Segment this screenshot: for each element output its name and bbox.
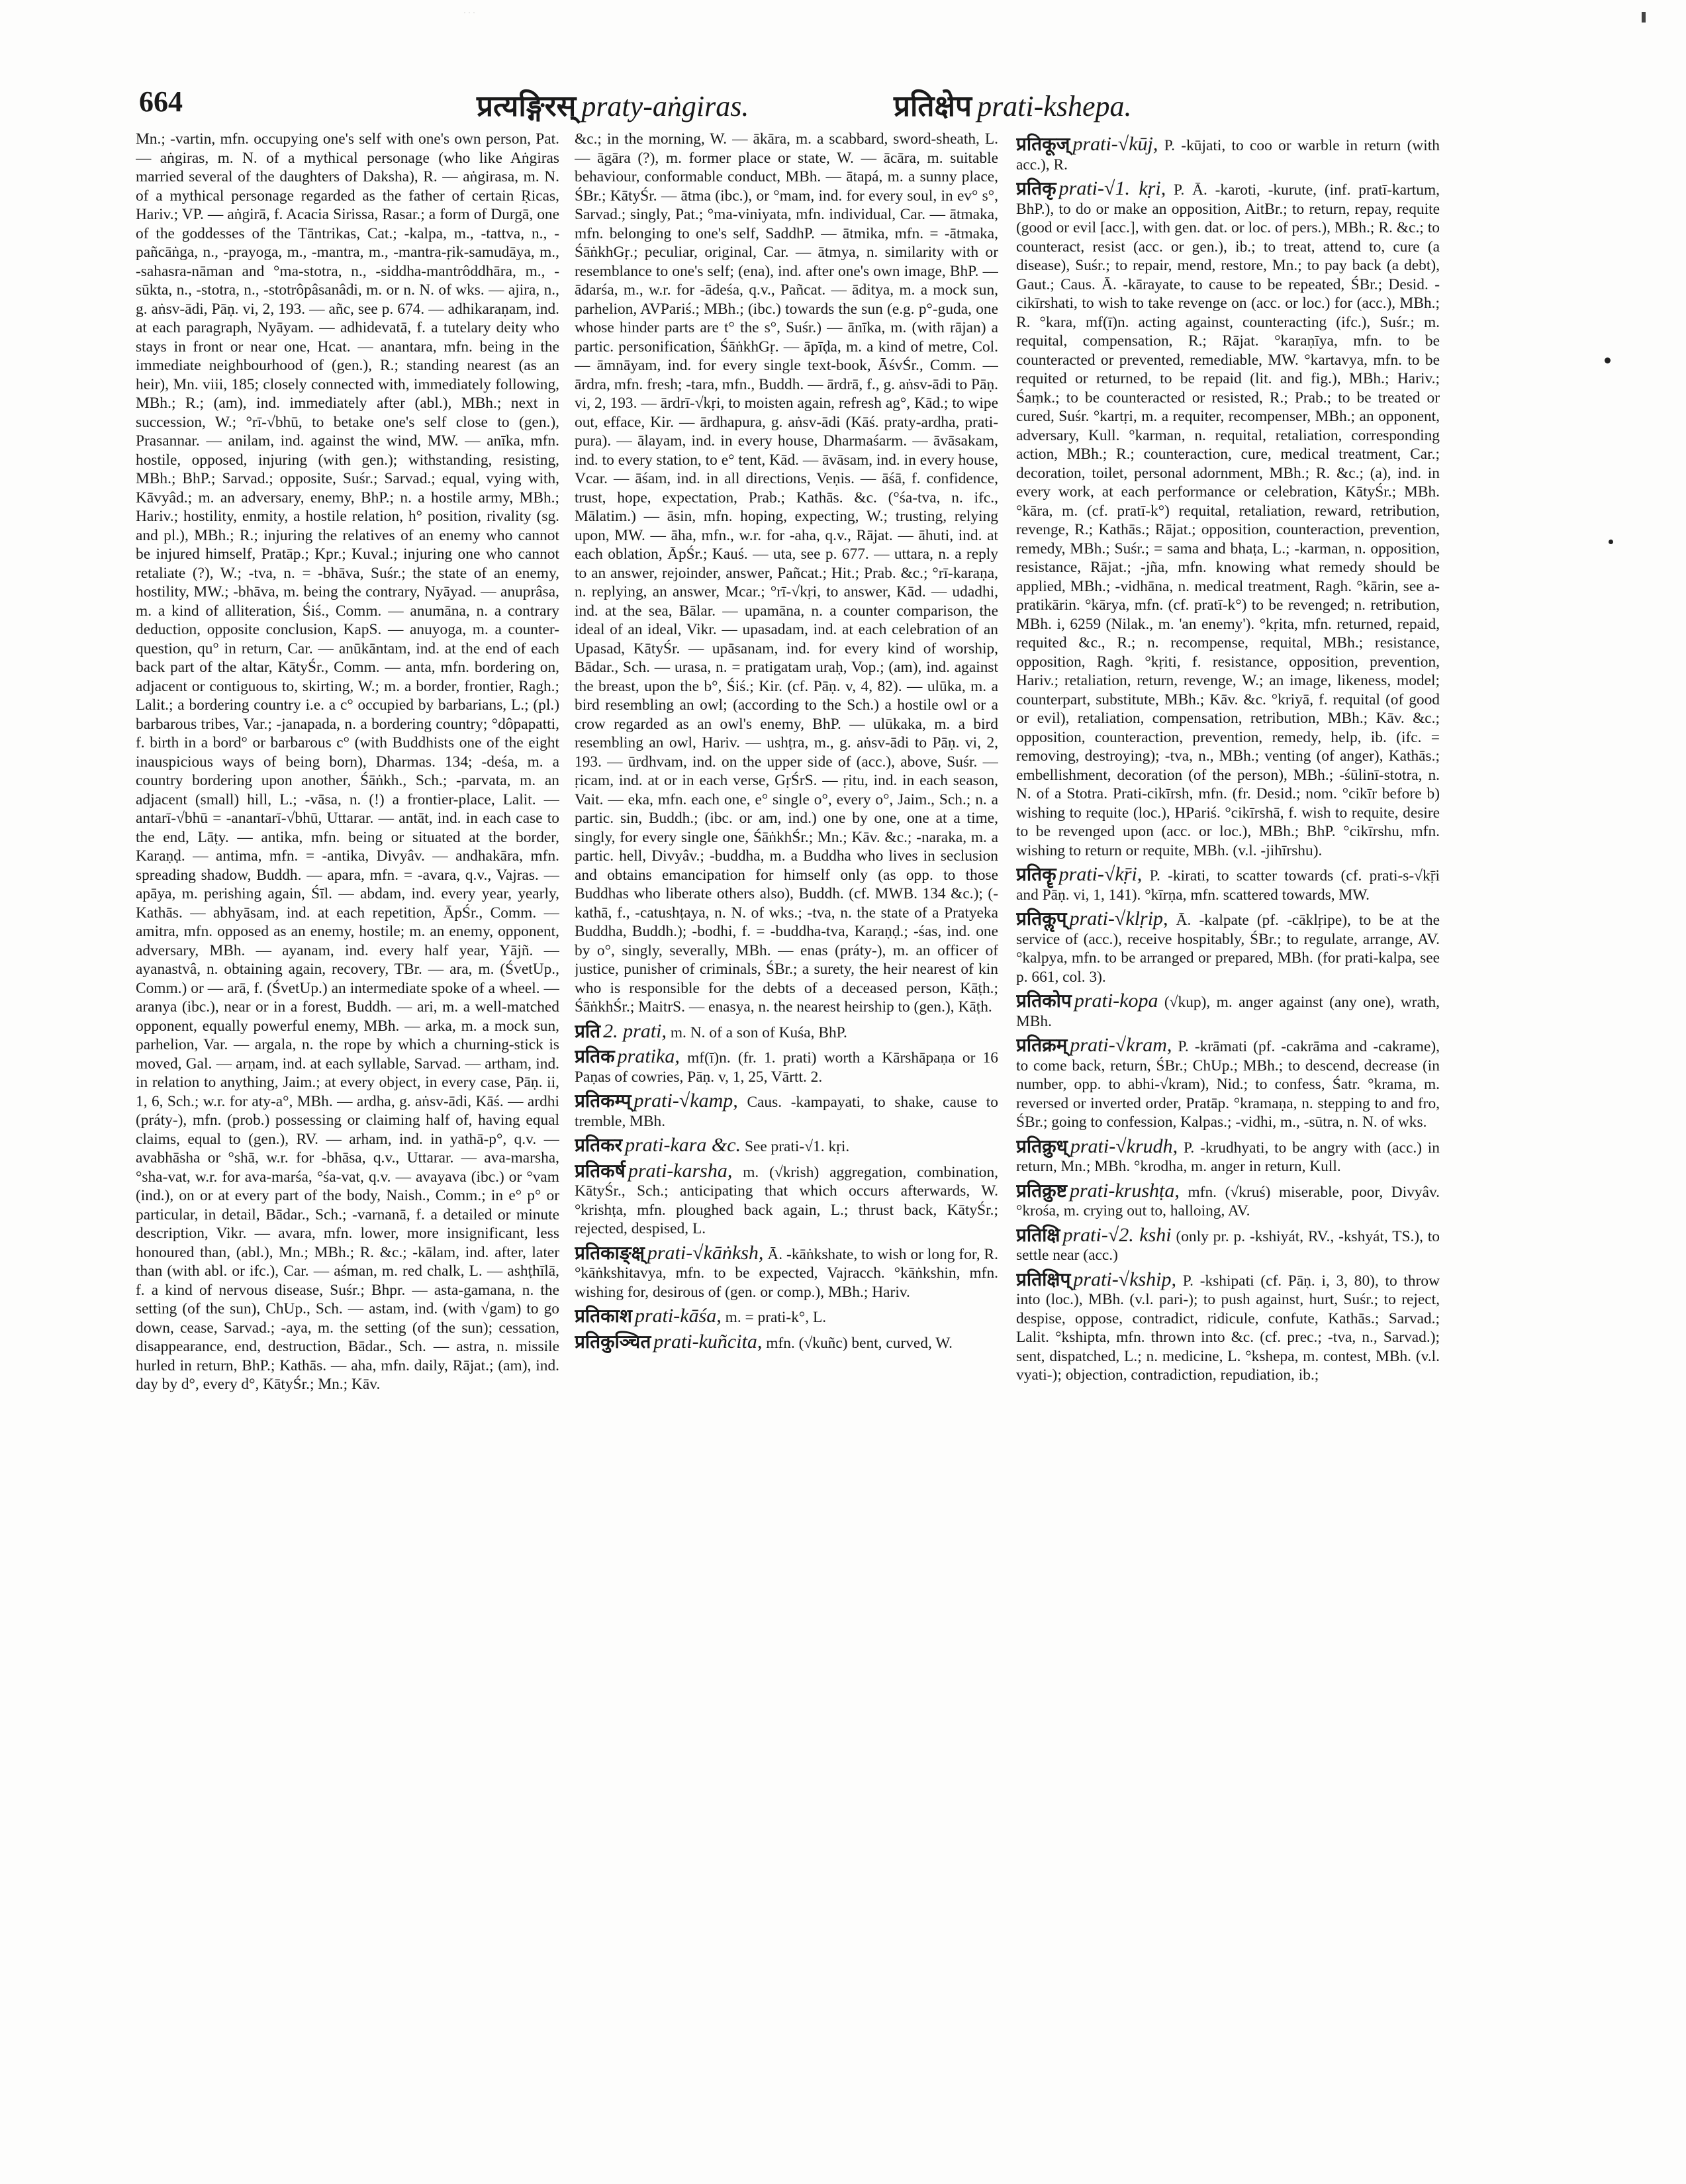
dictionary-entry: [1016, 910, 1440, 986]
entry-headword: [575, 1134, 741, 1156]
entry-transliteration: pratika,: [617, 1045, 680, 1067]
dictionary-entry: [1016, 1270, 1440, 1385]
entry-transliteration: prati-√kāṅksh,: [647, 1241, 764, 1264]
entry-headword: [575, 1242, 763, 1264]
scan-speck: [1609, 540, 1613, 544]
entry-definition: P. Ā. -karoti, -kurute, (inf. pratī-kartum, BhP.), to do or make an opposition, AitBr.; to return, repay, requite (good or evil [acc.], with gen. dat. or loc. of pers.), MBh.; R. &c.; to counteract, resist (acc. or gen.), ib.; to treat, attend to, cure (a disease), Suśr.; to repair, mend, restore, Mn.; to pay back (a debt), Gaut.; Caus. Ā. -kārayate, to cause to be repeated, ŚBr.; Desid. -cikīrshati, to wish to take revenge on (acc. or loc.) for (acc.), MBh.; R. °kara, mf(ī)n. acting against, counteracting (ifc.), Suśr.; m. requital, compensation, R.; Rājat. °karaṇīya, mfn. to be counteracted or prevented, remediable, MW. °kartavya, mfn. to be requited or returned, to be repaid (lit. and fig.), MBh.; Hariv.; Śaṃk.; to be counteracted or resisted, R.; Prab.; to be treated or cured, Suśr. °kartṛi, m. a requiter, recompenser, MBh.; an opponent, adversary, Kull. °karman, n. requital, retaliation, corresponding action, MBh.; R.; counteraction, cure, medical treatment, Car.; decoration, toilet, personal adornment, MBh.; R. &c.; (a), ind. in every work, at each performance or celebration, KātyŚr.; MBh. °kāra, m. (cf. pratī-k°) requital, retaliation, reward, retribution, revenge, R.; Kathās.; Rājat.; opposition, counteraction, prevention, remedy, MBh.; Suśr.; = sama and bhaṭa, L.; -karman, n. opposition, resistance, Rājat.; -jña, mfn. knowing what remedy should be applied, MBh.; -vidhāna, n. medical treatment, Ragh. °kārin, see a-pratikārin. °kārya, mfn. (cf. pratī-k°) to be revenged; n. retribution, MBh. i, 6259 (Nilak., m. 'an enemy'). °kṛita, mfn. returned, repaid, requited &c., R.; n. recompense, requital, MBh.; resistance, opposition, Ragh. °kṛiti, f. resistance, opposition, prevention, Hariv.; retaliation, return, revenge, W.; an image, likeness, model; counterpart, substitute, MBh.; Kāv. &c. °kriyā, f. requital (of good or evil), retaliation, compensation, retribution, MBh.; Kāv. &c.; opposition, counteraction, prevention, remedy, help, ib. (ifc. = removing, destroying); -tva, n., MBh.; venting (of anger), Kathās.; embellishment, decoration (of the person), MBh.; -śūlinī-stotra, n. N. of a Stotra. Prati-cikīrsh, mfn. (fr. Desid.; nom. °cikīr before b) wishing to requite (loc.), HPariś. °cikīrshā, f. wish to requite, desire to be revenged upon (acc. or loc.), MBh.; BhP. °cikīrshu, mfn. wishing to return or requite, MBh. (v.l. -jihīrshu).: [1016, 181, 1440, 859]
dictionary-column-3: [1016, 130, 1440, 2156]
dictionary-column-1: [136, 130, 559, 2156]
entry-definition: P. -kūjati, to coo or warble in return (with acc.), R.: [1016, 137, 1440, 173]
entry-transliteration: prati-kuñcita,: [653, 1330, 763, 1353]
entry-devanagari: प्रतिकोप: [1016, 990, 1072, 1012]
entry-headword: [1016, 1268, 1176, 1290]
entry-devanagari: प्रतिकॄ: [1016, 863, 1056, 885]
entry-transliteration: 2. prati,: [603, 1020, 667, 1042]
entry-transliteration: prati-√kram,: [1070, 1034, 1172, 1056]
scan-speck: [1605, 357, 1611, 363]
dictionary-entry: [1016, 1179, 1440, 1221]
entry-headword: [575, 1305, 722, 1327]
entry-continuation: Mn.; -vartin, mfn. occupying one's self with one's own person, Pat. — aṅgiras, m. N. of a mythical personage (who like Aṅgiras married several of the daughters of Daksha), R. — aṅgirasa, m. N. of a mythical personage regarded as the father of certain Ṛicas, Hariv.; VP. — aṅgirā, f. Acacia Sirissa, Rasar.; a form of Durgā, one of the goddesses of the Tāntrikas, Cat.; -kalpa, m., -tattva, n., -pañcāṅga, n., -prayoga, m., -mantra, m., -mantra-ṛik-samudāya, m., -sahasra-nāman and °ma-stotra, n., -siddha-mantrôddhāra, m., -sūkta, n., -stotra, n., -stotrôpâsanâdi, m. or n. N. of wks. — ajira, n., g. aṅsv-ādi, Pāṇ. vi, 2, 193. — añc, see p. 674. — adhikaraṇam, ind. at each paragraph, Nyāyam. — adhidevatā, f. a tutelary deity who stays in front or near one, Hcat. — anantara, mfn. being in the immediate neighbourhood of (gen.), R.; standing nearest (as an heir), Mn. viii, 185; closely connected with, immediately following, MBh.; R.; (am), ind. immediately after (abl.), MBh.; next in succession, W.; °rī-√bhū, to betake one's self close to (gen.), Prasannar. — anilam, ind. against the wind, MW. — anīka, mfn. hostile, opposed, injuring (with gen.); withstanding, resisting, MBh.; BhP.; Sarvad.; opposite, Suśr.; Sarvad.; equal, vying with, Kāvyâd.; m. an adversary, enemy, BhP.; n. a hostile army, MBh.; Hariv.; hostility, enmity, a hostile relation, h° position, rivality (sg. and pl.), MBh.; R.; injuring the relatives of an enemy who cannot be injured himself, Pratāp.; Kpr.; Kuval.; injuring one who cannot retaliate (?), W.; -tva, n. = -bhāva, Suśr.; the state of an enemy, hostility, MW.; -bhāva, m. being the contrary, Nyāyad. — anuprâsa, m. a kind of alliteration, Śiś., Comm. — anumāna, n. a contrary deduction, opposite conclusion, KapS. — anuyoga, m. a counter-question, qu° in return, Car. — anūkāntam, ind. at the end of each back part of the altar, KātyŚr., Comm. — anta, mfn. bordering on, adjacent or contiguous to, skirting, W.; m. a border, frontier, Ragh.; Lalit.; a bordering country i.e. a c° occupied by barbarians, L.; (pl.) barbarous tribes, Var.; -janapada, n. a bordering country; °dôpapatti, f. birth in a bord° or barbarous c° (with Buddhists one of the eight inauspicious ways of being born), Dharmas. 134; -deśa, m. a country bordering upon another, Śāṅkh., Sch.; -parvata, m. an adjacent (small) hill, L.; -vāsa, n. (!) a frontier-place, Lalit. — antarī-√bhū = -anantarī-√bhū, Uttarar. — antāt, ind. in each case to the end, Lāṭy. — antika, mfn. being or situated at the border, Karaṇḍ. — antima, mfn. = -antika, Divyâv. — andhakāra, mfn. spreading shadow, Buddh. — apara, mfn. = -avara, q.v., Vajras. — apāya, m. perishing again, Śīl. — abdam, ind. every year, yearly, Kathās. — abhyāsam, ind. at each repetition, ĀpŚr., Comm. — amitra, mfn. opposed as an enemy, hostile; m. an enemy, opponent, adversary, MBh. — ayanam, ind. every half year, Yājñ. — ayanastvâ, n. obtaining again, recovery, TBr. — ara, m. (ŚvetUp., Comm.) or — arā, f. (ŚvetUp.) an intermediate spoke of a wheel. — aranya (ibc.), near or in a forest, Buddh. — ari, m. a well-matched opponent, equally powerful enemy, MBh. — arka, m. a mock sun, parhelion, Var. — argala, n. the rope by which a churning-stick is moved, Gal. — arṇam, ind. at each syllable, Sarvad. — artham, ind. in relation to anything, Jaim.; at every object, in every case, Pāṇ. ii, 1, 6, Sch.; w.r. for aty-a°, MBh. — ardha, g. aṅsv-ādi, Kāś. — ardhi (práty-), mfn. (prob.) possessing or claiming half of, having equal claims, equal to (gen.), RV. — arham, ind. in yathā-p°, q.v. — avabhāsha or °shā, w.r. for -bhāsa, q.v., Uttarar. — ava-marsha, °sha-vat, w.r. for ava-marśa, °śa-vat, q.v. — avayava (ibc.) or °vam (ind.), on or at every part of the body, Naish., Comm.; in e° p° or particular, in detail, Bādar., Sch.; -varnanā, f. a detailed or minute description, Vikr. — avara, mfn. lower, more insignificant, less honoured than, (abl.), Mn.; MBh.; R. &c.; -kālam, ind. after, later than (with abl. or ifc.), Car. — aśman, m. red chalk, L. — ashṭhīlā, f. a kind of nervous disease, Suśr.; Bhpr. — asta-gamana, n. the setting (of the sun), ChUp., Sch. — astam, ind. (with √gam) to go down, cease, Sarvad.; -aya, m. the setting (of the sun); cessation, disappearance, end, destruction, Bādar., Sch. — astra, n. missile hurled in return, BhP.; Kathās. — aha, mfn. daily, Rājat.; (am), ind. day by d°, every d°, KātyŚr.; Mn.; Kāv.: [136, 130, 559, 1393]
entry-transliteration: prati-√1. kṛi,: [1058, 177, 1166, 199]
entry-definition: mfn. (√kuñc) bent, curved, W.: [762, 1334, 953, 1352]
running-head-left-devanagari: प्रत्यङ्गिरस्: [477, 89, 577, 123]
running-head-left: [477, 85, 749, 124]
entry-devanagari: प्रतिकाङ्क्ष्: [575, 1241, 645, 1264]
entry-continuation: &c.; in the morning, W. — ākāra, m. a scabbard, sword-sheath, L. — āgāra (?), m. former place or state, W. — ācāra, m. suitable behaviour, conformable conduct, MBh. — ātapá, m. a sunny place, ŚBr.; KātyŚr. — ātma (ibc.), or °mam, ind. for every soul, in ev° s°, Sarvad.; singly, Pat.; °ma-viniyata, mfn. individual, Car. — ātmaka, mfn. belonging to one's self, SaddhP. — ātmika, mfn. = -ātmaka, ŚāṅkhGṛ.; peculiar, original, Car. — ātmya, n. similarity with or resemblance to one's self; (ena), ind. after one's own image, BhP. — ādarśa, m., w.r. for -ādeśa, q.v., Pañcat. — āditya, m. a mock sun, parhelion, AVPariś.; MBh.; (ibc.) towards the sun (e.g. p°-guda, one whose hinder parts are t° the s°, Suśr.) — ānīka, m. (with rājan) a partic. personification, ŚāṅkhGṛ. — āpīḍa, m. a kind of metre, Col. — āmnāyam, ind. for every single text-book, ĀśvŚr., Comm. — ārdra, mfn. fresh; -tara, mfn., Buddh. — ārdrā, f., g. aṅsv-ādi to Pāṇ. vi, 2, 193. — ārdrī-√kṛi, to moisten again, refresh ag°, Kād.; to wipe out, efface, Kir. — ārdhapura, g. aṅsv-ādi (Kāś. praty-ardha, prati-pura). — ālayam, ind. in every house, Dharmaśarm. — āvāsakam, ind. to every station, to e° tent, Kād. — āvāsam, ind. in every house, Vcar. — āśam, ind. in all directions, Veṇis. — āśā, f. confidence, trust, hope, expectation, Prab.; Kathās. &c. (°śa-tva, n. ifc., Mālatim.) — āsin, mfn. hoping, expecting, W.; trusting, relying upon, MW. — āha, mfn., w.r. for -aha, q.v., Rājat. — āhuti, ind. at each oblation, ĀpŚr.; Kauś. — uta, see p. 677. — uttara, n. a reply to an answer, rejoinder, answer, Pañcat.; Hit.; Prab. &c.; °rī-karaṇa, n. replying, an answer, Mcar.; °rī-√kṛi, to answer, Kād. — udadhi, ind. at the sea, Bālar. — upamāna, n. a counter comparison, the ideal of an ideal, Vikr. — upasadam, ind. at each celebration of an Upasad, KātyŚr. — upāsanam, ind. for every kind of worship, Bādar., Sch. — urasa, n. = pratigatam uraḥ, Vop.; (am), ind. against the breast, upon the b°, Śiś.; Kir. (cf. Pāṇ. v, 4, 82). — ulūka, m. a bird resembling an owl; (according to the Sch.) a hostile owl or a crow regarded as an owl's enemy, BhP. — ulūkaka, m. a bird resembling an owl, Hariv. — ushṭra, m., g. aṅsv-ādi to Pāṇ. vi, 2, 193. — ūrdhvam, ind. on the upper side of (acc.), above, Suśr. — ṛicam, ind. at or in each verse, GṛŚrS. — ṛitu, ind. in each season, Vait. — eka, mfn. each one, e° single o°, every o°, Jaim., Sch.; n. a partic. sin, Buddh.; (ibc. or am, ind.) one by one, one at a time, singly, for every single one, ŚāṅkhŚr.; Mn.; Kāv. &c.; -naraka, m. a partic. hell, Divyâv.; -buddha, m. a Buddha who lives in seclusion and obtains emancipation for himself only (as opp. to those Buddhas who liberate others also), Buddh. (cf. MWB. 134 &c.); (-kathā, f., -catushṭaya, n. N. of wks.; -tva, n. the state of a Pratyeka Buddha, Buddh.); -bodhi, f. = -buddha-tva, Karaṇḍ.; -śas, ind. one by o°, singly, severally, MBh. — enas (práty-), m. an officer of justice, punisher of criminals, ŚBr.; a surety, the heir nearest of kin who is responsible for the debts of a deceased person, Kāṭh.; ŚāṅkhŚr.; MaitrS. — enasya, n. the nearest heirship to (gen.), Kāṭh.: [575, 130, 998, 1016]
entry-devanagari: प्रतिक्रम्: [1016, 1034, 1068, 1056]
entry-devanagari: प्रतिकूज्: [1016, 133, 1070, 155]
page-number: 664: [139, 85, 183, 118]
running-head-left-translit: praty-aṅgiras.: [581, 90, 749, 122]
running-head-right-devanagari: प्रतिक्षेप: [894, 89, 972, 123]
entry-definition: mfn. (√kruś) miserable, poor, Divyâv. °krośa, m. crying out to, halloing, AV.: [1016, 1183, 1440, 1219]
entry-definition: (only pr. p. -kshiyát, RV., -kshyát, TS.), to settle near (acc.): [1016, 1227, 1440, 1264]
entry-transliteration: prati-√kamp,: [633, 1090, 738, 1112]
entry-devanagari: प्रतिक: [575, 1045, 615, 1067]
dictionary-entry: [1016, 1036, 1440, 1132]
running-head-right-translit: prati-kshepa.: [977, 90, 1132, 122]
entry-transliteration: prati-kāśa,: [634, 1305, 722, 1327]
entry-devanagari: प्रतिकॢप्: [1016, 908, 1067, 929]
entry-definition: P. -kirati, to scatter towards (cf. prati-s-√kṝi and Pāṇ. vi, 1, 141). °kīrṇa, mfn. scattered towards, MW.: [1016, 867, 1440, 904]
entry-definition: P. -krāmati (pf. -cakrāma and -cakrame), to come back, return, ŚBr.; ChUp.; MBh.; to descend, decrease (in number, opp. to abhi-√kram), Nid.; to confess, Śatr. °krama, m. reversed or inverted order, Pratāp. °kramaṇa, n. stepping to and fro, ŚBr.; going to confession, Kalpas.; -vidhi, m., -sūtra, n. N. of wks.: [1016, 1038, 1440, 1131]
entry-headword: [1016, 990, 1158, 1012]
entry-definition: mf(ī)n. (fr. 1. prati) worth a Kārshāpaṇa or 16 Paṇas of cowries, Pāṇ. v, 1, 25, Vārtt. 2.: [575, 1049, 998, 1086]
entry-transliteration: prati-kara &c.: [625, 1134, 741, 1156]
dictionary-entry: [1016, 179, 1440, 860]
dictionary-entry: [575, 1047, 998, 1086]
entry-headword: [575, 1020, 667, 1042]
dictionary-entry: [1016, 1137, 1440, 1176]
entry-devanagari: प्रतिक्रुष्ट: [1016, 1179, 1068, 1202]
entry-headword: [1016, 1180, 1180, 1202]
dictionary-entry: [1016, 135, 1440, 174]
entry-definition: m. N. of a son of Kuśa, BhP.: [667, 1023, 847, 1041]
entry-definition: P. -kshipati (cf. Pāṇ. i, 3, 80), to throw into (loc.), MBh. (v.l. pari-); to push against, hurt, Suśr.; to reject, despise, oppose, contradict, ridicule, confute, Kathās.; Sarvad.; Lalit. °kshipta, mfn. thrown into &c. (cf. prec.; -tva, n., Sarvad.); sent, dispatched, L.; n. medicine, L. °kshepa, m. contest, MBh. (v.l. vyati-); objection, contradiction, repudiation, ib.;: [1016, 1272, 1440, 1384]
entry-definition: P. -krudhyati, to be angry with (acc.) in return, Mn.; MBh. °krodha, m. anger in return, Kull.: [1016, 1139, 1440, 1175]
entry-headword: [1016, 177, 1166, 199]
entry-transliteration: prati-√klṛip,: [1069, 908, 1168, 929]
page-header: [139, 85, 1516, 124]
entry-devanagari: प्रतिकाश: [575, 1305, 632, 1327]
entry-definition: m. (√krish) aggregation, combination, KātyŚr., Sch.; anticipating that which occurs afterwards, W. °krishṭa, mfn. ploughed back again, L.; thrust back, KātyŚr.; rejected, despised, L.: [575, 1163, 998, 1237]
entry-transliteration: prati-kopa: [1074, 990, 1158, 1012]
entry-definition: Ā. -kāṅkshate, to wish or long for, R. °kāṅkshitavya, mfn. to be expected, Vajracch. °kāṅkshin, mfn. wishing for, desirous of (gen. or comp.), MBh.; Hariv.: [575, 1245, 998, 1301]
dictionary-entry: [575, 1136, 998, 1157]
entry-definition: m. = prati-k°, L.: [721, 1309, 827, 1326]
scan-noise: · · ·: [463, 8, 475, 17]
entry-headword: [1016, 1135, 1178, 1157]
entry-headword: [1016, 1224, 1172, 1246]
entry-transliteration: prati-√2. kshi: [1062, 1223, 1172, 1246]
entry-headword: [575, 1160, 732, 1182]
entry-headword: [1016, 133, 1158, 155]
dictionary-entry: [575, 1241, 998, 1302]
dictionary-entry: [575, 1159, 998, 1239]
entry-definition: Caus. -kampayati, to shake, cause to tremble, MBh.: [575, 1094, 998, 1130]
entry-headword: [1016, 908, 1168, 929]
scan-corner-mark: [1642, 12, 1646, 23]
dictionary-entry: [575, 1022, 998, 1043]
running-head-right: [894, 85, 1131, 124]
entry-headword: [1016, 1034, 1172, 1056]
entry-headword: [1016, 863, 1142, 885]
entry-devanagari: प्रतिक्रुध्: [1016, 1135, 1068, 1157]
entry-definition: See prati-√1. kṛi.: [741, 1138, 850, 1155]
entry-devanagari: प्रतिकम्प्: [575, 1090, 632, 1112]
entry-transliteration: prati-√kṝi,: [1058, 863, 1143, 885]
dictionary-entry: [1016, 1223, 1440, 1265]
entry-devanagari: प्रतिकर: [575, 1134, 623, 1156]
entry-transliteration: prati-krushṭa,: [1070, 1179, 1180, 1202]
dictionary-entry: [575, 1307, 998, 1327]
entry-transliteration: prati-√kūj,: [1072, 133, 1158, 155]
dictionary-entry: [1016, 992, 1440, 1031]
entry-transliteration: prati-√kship,: [1073, 1268, 1177, 1290]
dictionary-entry: [575, 1330, 998, 1353]
entry-devanagari: प्रतिक्षिप्: [1016, 1268, 1071, 1290]
entry-transliteration: prati-karsha,: [628, 1159, 733, 1182]
entry-headword: [575, 1090, 738, 1112]
entry-transliteration: prati-√krudh,: [1070, 1135, 1178, 1157]
dictionary-entry: [1016, 865, 1440, 904]
entry-headword: [575, 1331, 762, 1353]
dictionary-entry: [575, 1092, 998, 1131]
dictionary-column-2: [575, 130, 998, 2156]
entry-devanagari: प्रतिक्षि: [1016, 1223, 1060, 1246]
entry-headword: [575, 1045, 680, 1067]
entry-definition: Ā. -kalpate (pf. -cāklṛipe), to be at the service of (acc.), receive hospitably, ŚBr.; to regulate, arrange, AV. °kalpya, mfn. to be arranged or prepared, MBh. (for prati-kalpa, see p. 661, col. 3).: [1016, 912, 1440, 986]
entry-devanagari: प्रतिकृ: [1016, 177, 1056, 199]
entry-definition: (√kup), m. anger against (any one), wrath, MBh.: [1016, 994, 1440, 1030]
entry-devanagari: प्रतिकुञ्चित: [575, 1330, 651, 1353]
entry-devanagari: प्रति: [575, 1020, 601, 1042]
entry-devanagari: प्रतिकर्ष: [575, 1159, 626, 1182]
